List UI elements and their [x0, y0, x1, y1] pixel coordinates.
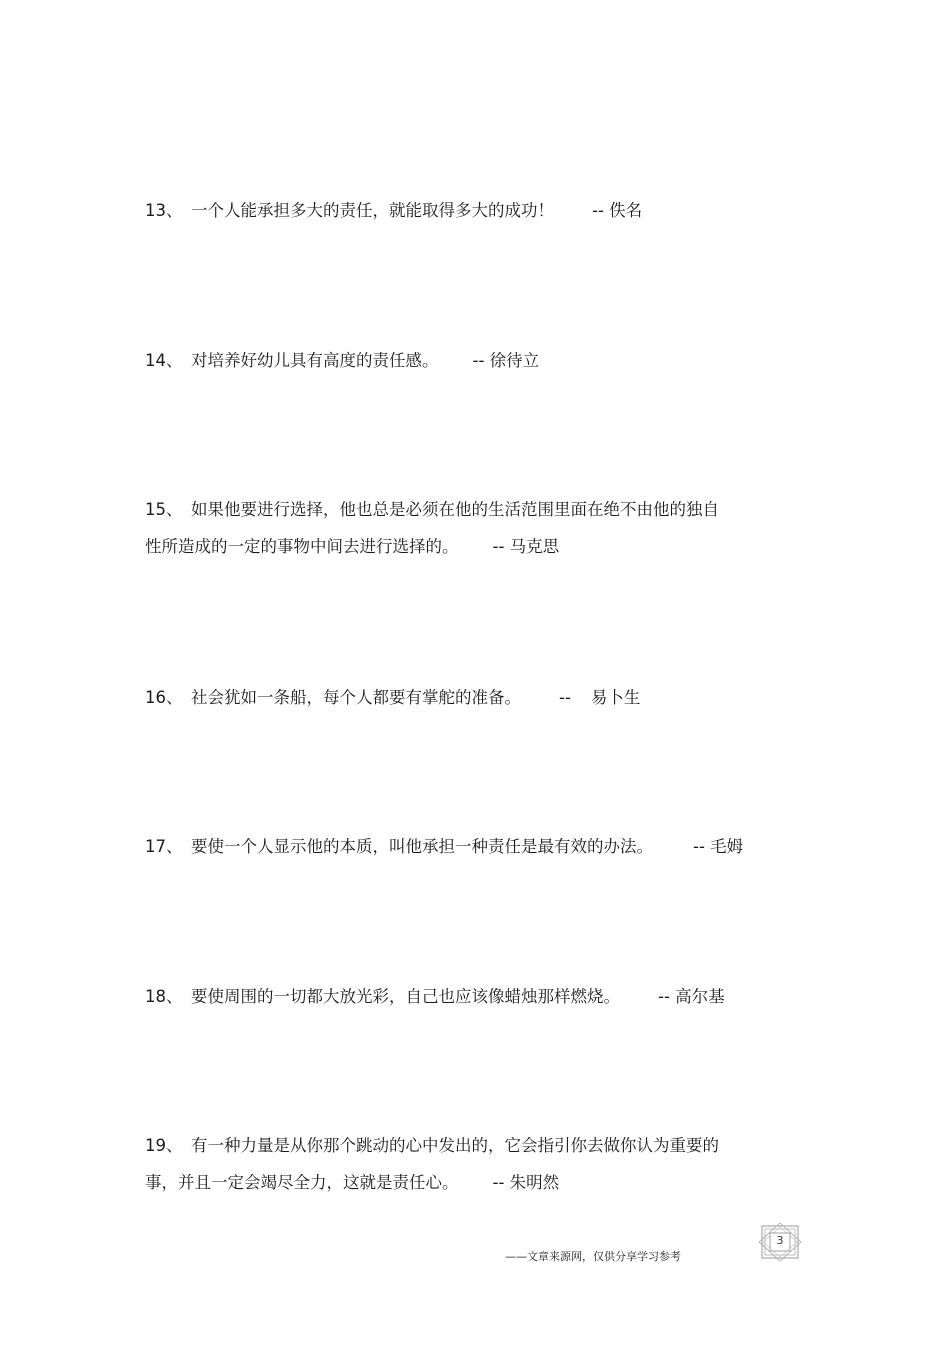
quote-17 — [145, 828, 785, 865]
quote-author: -- 徐待立 — [472, 351, 540, 370]
quote-line — [145, 1164, 785, 1201]
quote-number: 16、 — [145, 688, 183, 707]
quote-number: 15、 — [145, 500, 183, 519]
quote-18 — [145, 978, 785, 1015]
page-number-badge — [756, 1222, 804, 1262]
quote-number: 14、 — [145, 351, 183, 370]
quote-14 — [145, 342, 785, 379]
quote-19 — [145, 1127, 785, 1201]
page-number: 3 — [776, 1234, 784, 1247]
quote-15 — [145, 491, 785, 565]
footer-source-note: ——文章来源网，仅供分享学习参考 — [505, 1250, 681, 1263]
quote-author: -- 佚名 — [592, 201, 643, 220]
quote-line — [145, 528, 785, 565]
quote-number: 19、 — [145, 1136, 183, 1155]
quote-number: 13、 — [145, 201, 183, 220]
quote-text: 社会犹如一条船，每个人都要有掌舵的准备。 — [191, 688, 521, 707]
quote-text: 要使一个人显示他的本质，叫他承担一种责任是最有效的办法。 — [191, 837, 653, 856]
quote-author: -- 高尔基 — [658, 987, 725, 1006]
quote-author: 易卜生 — [590, 688, 641, 707]
quote-line — [145, 491, 785, 528]
quote-text-continued: 性所造成的一定的事物中间去进行选择的。 — [145, 537, 459, 556]
quote-16 — [145, 679, 785, 716]
quote-text: 有一种力量是从你那个跳动的心中发出的，它会指引你去做你认为重要的 — [191, 1136, 719, 1155]
quote-text-continued: 事，并且一定会竭尽全力，这就是责任心。 — [145, 1173, 459, 1192]
quote-number: 18、 — [145, 987, 183, 1006]
quote-text: 对培养好幼儿具有高度的责任感。 — [191, 351, 439, 370]
quote-author: -- 毛姆 — [693, 837, 744, 856]
quote-text: 如果他要进行选择，他也总是必须在他的生活范围里面在绝不由他的独自 — [191, 500, 719, 519]
quote-author: -- 马克思 — [492, 537, 560, 556]
quote-dash: -- — [559, 688, 571, 707]
quote-line — [145, 1127, 785, 1164]
quote-13 — [145, 192, 785, 229]
quote-text: 一个人能承担多大的责任，就能取得多大的成功！ — [191, 201, 554, 220]
quote-author: -- 朱明然 — [492, 1173, 560, 1192]
quote-text: 要使周围的一切都大放光彩，自己也应该像蜡烛那样燃烧。 — [191, 987, 620, 1006]
quote-number: 17、 — [145, 837, 183, 856]
